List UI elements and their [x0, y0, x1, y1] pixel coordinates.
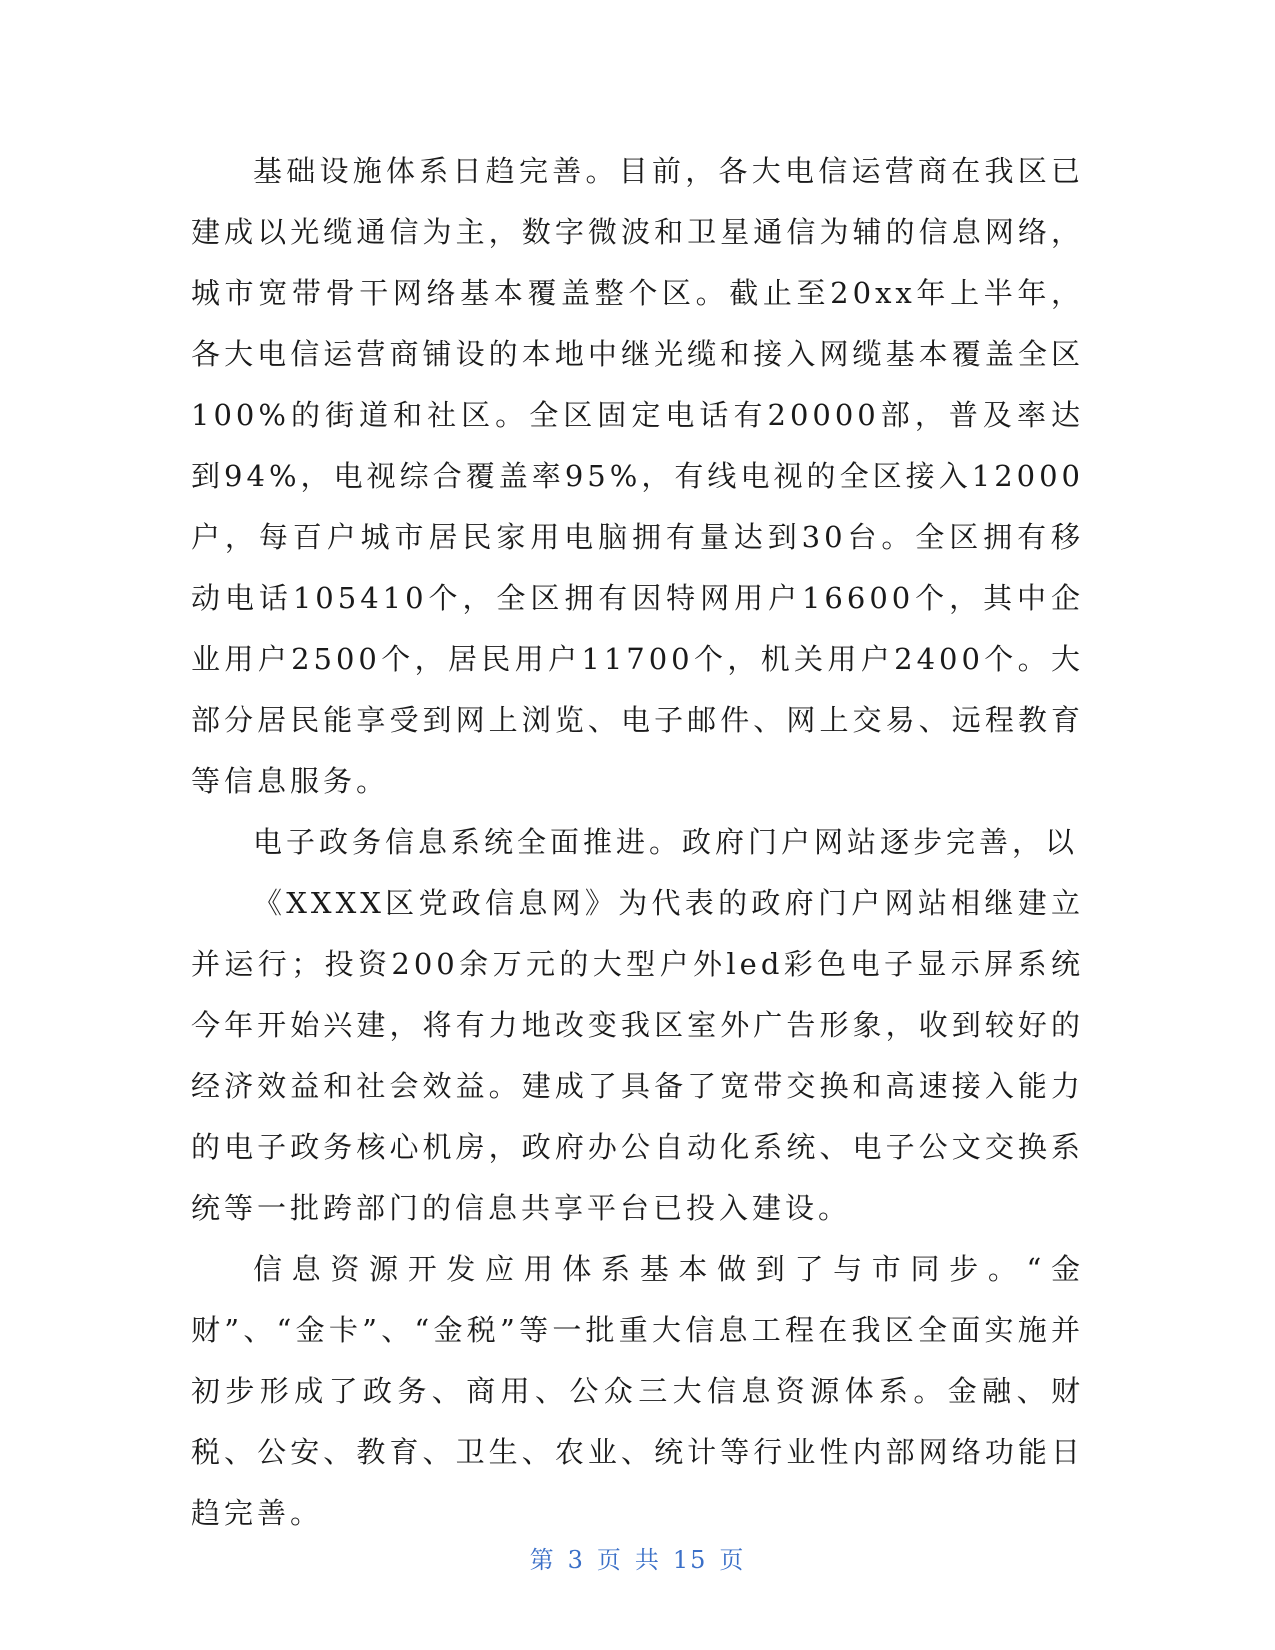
paragraph-egov-details: 《XXXX区党政信息网》为代表的政府门户网站相继建立并运行；投资200余万元的大型户外led彩色电子显示屏系统今年开始兴建，将有力地改变我区室外广告形象，收到较好的经济效益和社会效益。建成了具备了宽带交换和高速接入能力的电子政务核心机房，政府办公自动化系统、电子公文交换系统等一批跨部门的信息共享平台已投入建设。: [191, 886, 1084, 1225]
footer-current-page: 3: [567, 1546, 585, 1574]
footer-suffix: 页: [719, 1546, 746, 1574]
footer-total-word: 共: [634, 1546, 661, 1574]
paragraph-infrastructure: 基础设施体系日趋完善。目前，各大电信运营商在我区已建成以光缆通信为主，数字微波和卫星通信为辅的信息网络，城市宽带骨干网络基本覆盖整个区。截止至20xx年上半年，各大电信运营商铺设的本地中继光缆和接入网缆基本覆盖全区100%的街道和社区。全区固定电话有20000部，普及率达到94%，电视综合覆盖率95%，有线电视的全区接入12000户，每百户城市居民家用电脑拥有量达到30台。全区拥有移动电话105410个，全区拥有因特网用户16600个，其中企业用户2500个，居民用户11700个，机关用户2400个。大部分居民能享受到网上浏览、电子邮件、网上交易、远程教育等信息服务。: [191, 154, 1084, 798]
document-body: [191, 141, 1084, 1544]
page-number-footer: [0, 1540, 1275, 1575]
footer-total-pages: 15: [672, 1546, 708, 1574]
footer-page-word: 页: [596, 1546, 623, 1574]
paragraph-info-resources: 信息资源开发应用体系基本做到了与市同步。“金财”、“金卡”、“金税”等一批重大信息工程在我区全面实施并初步形成了政务、商用、公众三大信息资源体系。金融、财税、公安、教育、卫生、农业、统计等行业性内部网络功能日趋完善。: [191, 1252, 1084, 1530]
footer-prefix: 第: [529, 1546, 556, 1574]
paragraph-egov-intro: 电子政务信息系统全面推进。政府门户网站逐步完善，以: [253, 825, 1079, 859]
